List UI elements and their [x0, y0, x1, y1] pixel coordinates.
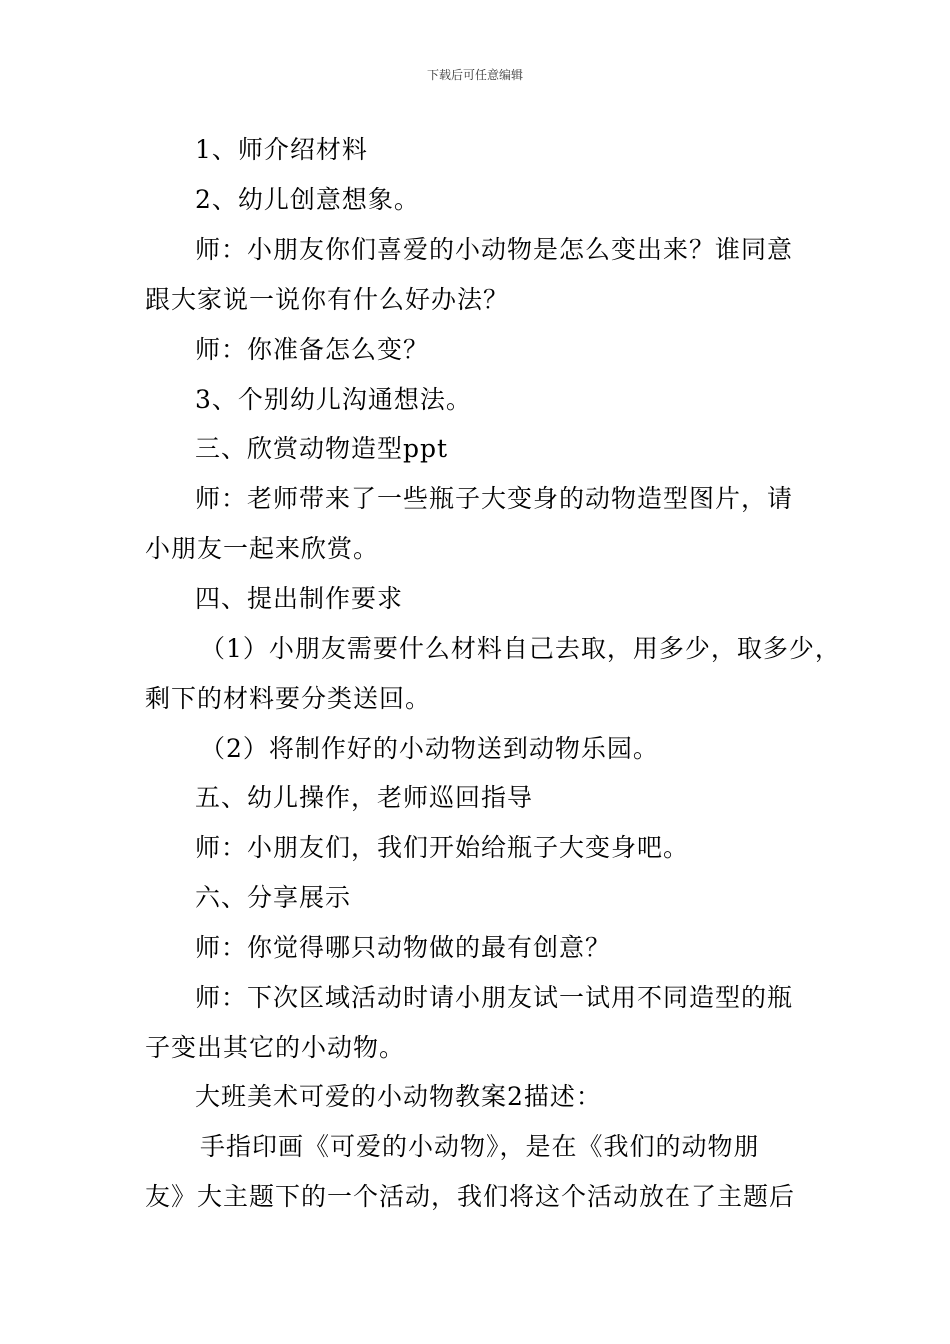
paragraph-line: （1）小朋友需要什么材料自己去取，用多少，取多少，	[200, 634, 841, 663]
paragraph-line: 剩下的材料要分类送回。	[145, 684, 432, 713]
page-header: 下载后可任意编辑	[426, 68, 523, 82]
paragraph-line: 子变出其它的小动物。	[145, 1033, 406, 1062]
section-heading: 五、幼儿操作，老师巡回指导	[195, 783, 534, 812]
paragraph-line: 师：老师带来了一些瓶子大变身的动物造型图片，请	[195, 484, 794, 513]
paragraph-line: （2）将制作好的小动物送到动物乐园。	[200, 734, 659, 763]
paragraph-line: 师：你准备怎么变？	[195, 335, 430, 364]
paragraph-line: 1、师介绍材料	[195, 135, 368, 164]
paragraph-line: 手指印画《可爱的小动物》，是在《我们的动物朋	[200, 1132, 760, 1161]
paragraph-line: 2、幼儿创意想象。	[195, 185, 420, 214]
paragraph-line: 师：下次区域活动时请小朋友试一试用不同造型的瓶	[195, 983, 794, 1012]
section-heading: 大班美术可爱的小动物教案2描述：	[195, 1082, 602, 1111]
paragraph-line: 小朋友一起来欣赏。	[145, 534, 380, 563]
section-heading: 四、提出制作要求	[195, 584, 404, 613]
paragraph-line: 师：小朋友你们喜爱的小动物是怎么变出来？谁同意	[195, 235, 794, 264]
paragraph-line: 跟大家说一说你有什么好办法？	[145, 285, 510, 314]
paragraph-line: 师：小朋友们，我们开始给瓶子大变身吧。	[195, 833, 690, 862]
section-heading: 六、分享展示	[195, 883, 352, 912]
paragraph-line: 3、个别幼儿沟通想法。	[195, 385, 472, 414]
paragraph-line: 友》大主题下的一个活动，我们将这个活动放在了主题后	[145, 1182, 796, 1211]
paragraph-line: 师：你觉得哪只动物做的最有创意？	[195, 933, 612, 962]
section-heading: 三、欣赏动物造型ppt	[195, 434, 449, 463]
